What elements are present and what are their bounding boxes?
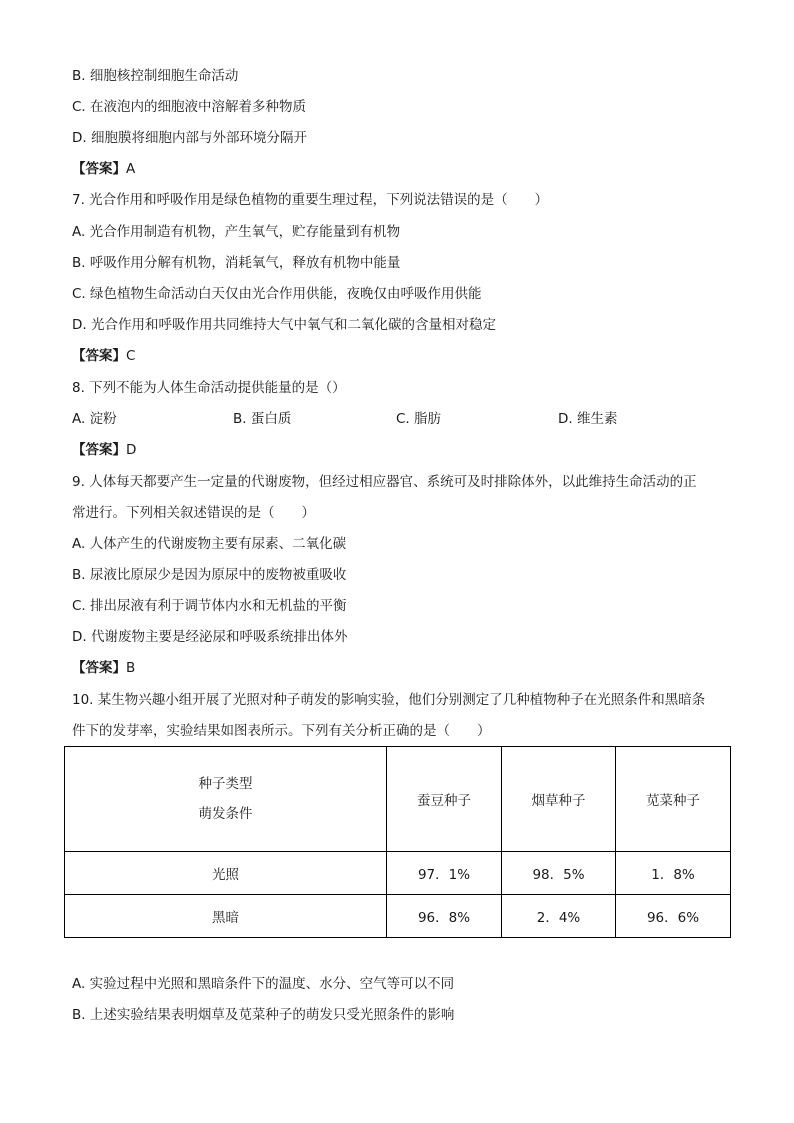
table-cell: 98．5% — [502, 852, 616, 895]
q6-option-d: D. 细胞膜将细胞内部与外部环境分隔开 — [72, 130, 307, 146]
table-cell: 96．8% — [387, 895, 502, 938]
q6-option-c: C. 在液泡内的细胞液中溶解着多种物质 — [72, 99, 307, 115]
q7-option-b: B. 呼吸作用分解有机物，消耗氧气，释放有机物中能量 — [72, 255, 401, 271]
row-label: 黑暗 — [65, 895, 387, 938]
table-cell: 96．6% — [616, 895, 731, 938]
q9-option-c: C. 排出尿液有利于调节体内水和无机盐的平衡 — [72, 598, 347, 614]
q7-answer — [72, 346, 135, 366]
table-cell: 97．1% — [387, 852, 502, 895]
answer-tag: 【答案】 — [72, 348, 126, 364]
q10-option-b: B. 上述实验结果表明烟草及苋菜种子的萌发只受光照条件的影响 — [72, 1007, 455, 1023]
column-header: 烟草种子 — [502, 747, 616, 852]
q6-option-b: B. 细胞核控制细胞生命活动 — [72, 68, 239, 84]
header-seed-type: 种子类型 — [198, 776, 253, 792]
q9-option-a: A. 人体产生的代谢废物主要有尿素、二氧化碳 — [72, 536, 347, 552]
q7-option-d: D. 光合作用和呼吸作用共同维持大气中氧气和二氧化碳的含量相对稳定 — [72, 317, 496, 333]
q9-answer — [72, 658, 135, 678]
table-cell: 2．4% — [502, 895, 616, 938]
q8-stem: 8. 下列不能为人体生命活动提供能量的是（） — [72, 380, 346, 396]
answer-tag: 【答案】 — [72, 161, 126, 177]
q6-answer — [72, 159, 135, 179]
q7-option-a: A. 光合作用制造有机物，产生氧气，贮存能量到有机物 — [72, 224, 401, 240]
q9-stem-line2: 常进行。下列相关叙述错误的是（ ） — [72, 505, 315, 521]
table-header-row — [65, 747, 731, 852]
q9-stem-line1: 9. 人体每天都要产生一定量的代谢废物，但经过相应器官、系统可及时排除体外，以此维持生命活动的正 — [72, 474, 697, 490]
q9-option-b: B. 尿液比原尿少是因为原尿中的废物被重吸收 — [72, 567, 347, 583]
q10-stem-line2: 件下的发芽率，实验结果如图表所示。下列有关分析正确的是（ ） — [72, 723, 491, 739]
column-header: 蚕豆种子 — [387, 747, 502, 852]
q8-answer — [72, 440, 136, 460]
answer-value: C — [126, 348, 136, 364]
q7-stem: 7. 光合作用和呼吸作用是绿色植物的重要生理过程，下列说法错误的是（ ） — [72, 192, 549, 208]
q9-option-d: D. 代谢废物主要是经泌尿和呼吸系统排出体外 — [72, 629, 348, 645]
q7-option-c: C. 绿色植物生命活动白天仅由光合作用供能，夜晚仅由呼吸作用供能 — [72, 286, 482, 302]
germination-table — [64, 746, 731, 938]
q10-stem-line1: 10. 某生物兴趣小组开展了光照对种子萌发的影响实验，他们分别测定了几种植物种子在光照条件和黑暗条 — [72, 692, 706, 708]
row-label: 光照 — [65, 852, 387, 895]
answer-value: D — [126, 442, 137, 458]
column-header: 苋菜种子 — [616, 747, 731, 852]
q10-option-a: A. 实验过程中光照和黑暗条件下的温度、水分、空气等可以不同 — [72, 976, 455, 992]
q8-option-c: C. 脂肪 — [396, 411, 442, 427]
answer-tag: 【答案】 — [72, 660, 126, 676]
q8-option-b: B. 蛋白质 — [233, 411, 292, 427]
answer-tag: 【答案】 — [72, 442, 126, 458]
q8-option-d: D. 维生素 — [558, 411, 618, 427]
table-row — [65, 852, 731, 895]
header-condition: 萌发条件 — [198, 806, 253, 822]
table-row — [65, 895, 731, 938]
answer-value: A — [126, 161, 136, 177]
q8-option-a: A. 淀粉 — [72, 411, 117, 427]
table-corner-header — [65, 747, 387, 852]
table-cell: 1．8% — [616, 852, 731, 895]
answer-value: B — [126, 660, 136, 676]
